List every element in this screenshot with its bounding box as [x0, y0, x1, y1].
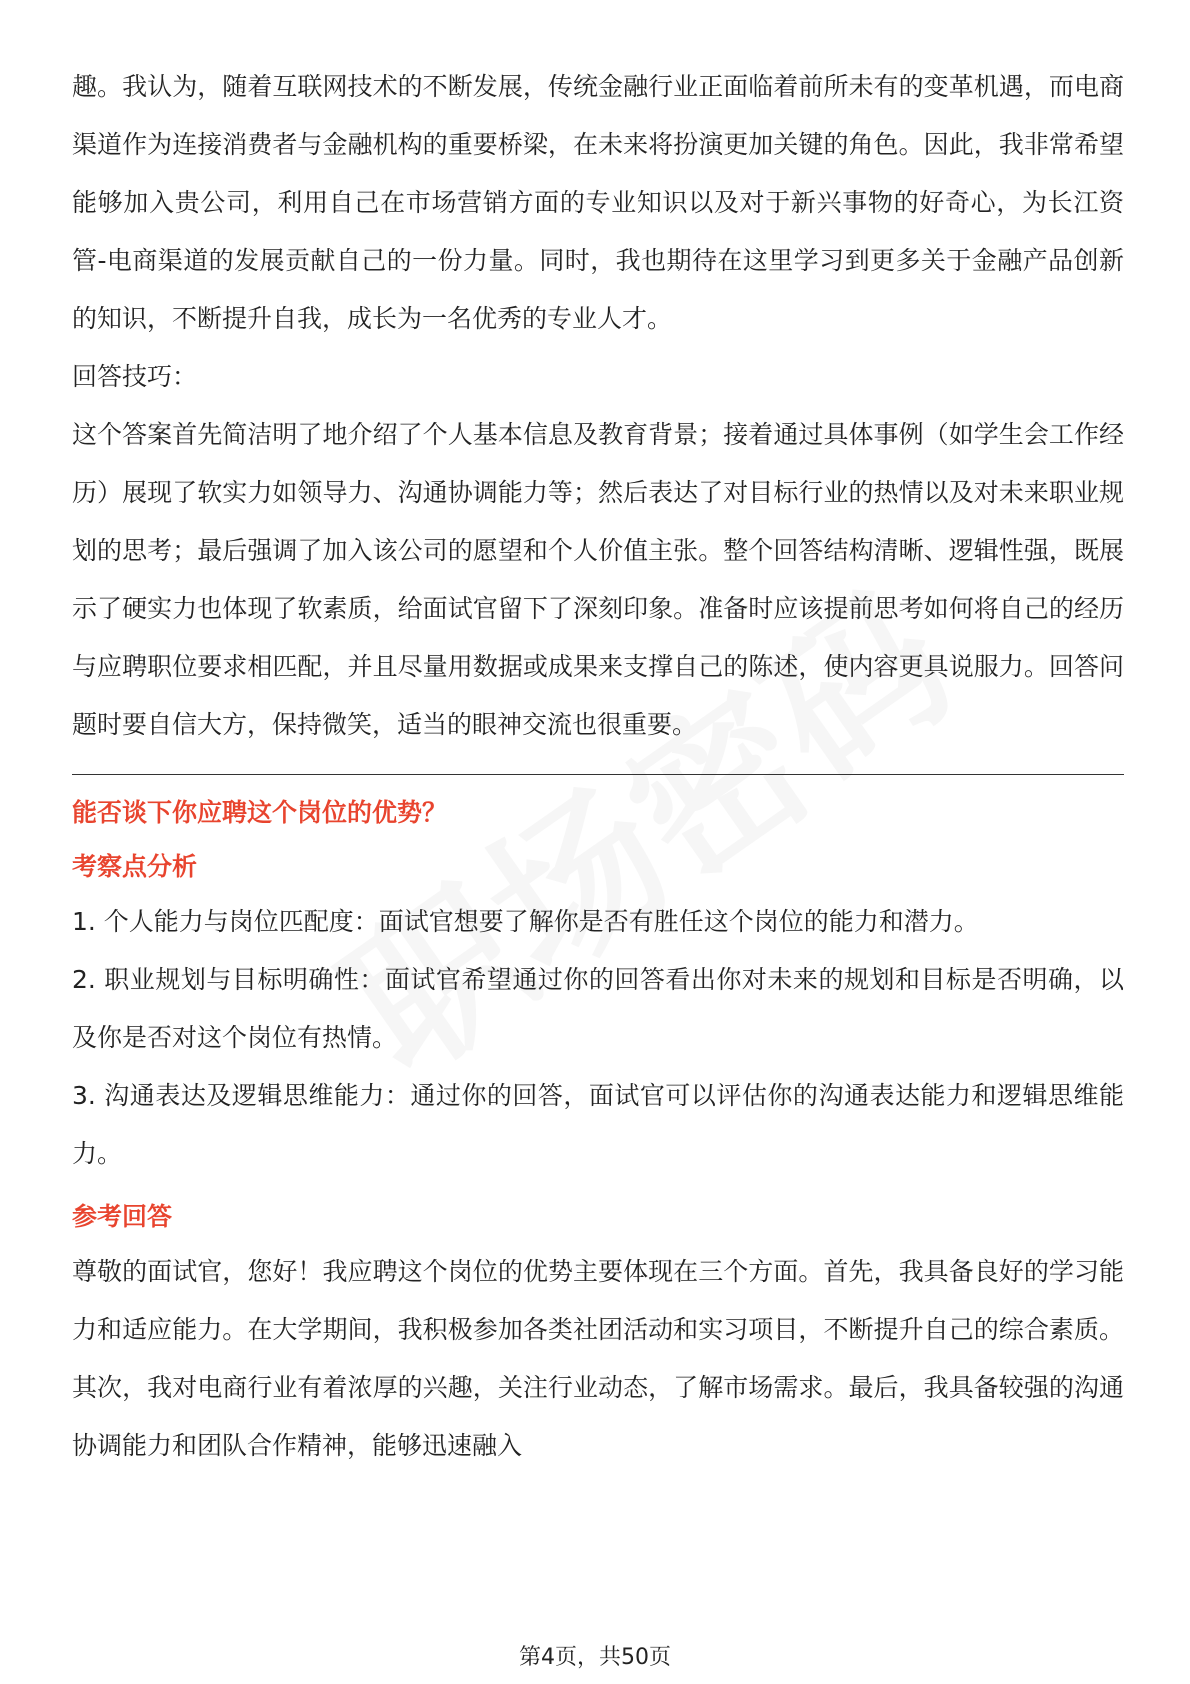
intro-paragraph: 趣。我认为，随着互联网技术的不断发展，传统金融行业正面临着前所未有的变革机遇，而电商渠道作为连接消费者与金融机构的重要桥梁，在未来将扮演更加关键的角色。因此，我非常希望能够加入贵公司，利用自己在市场营销方面的专业知识以及对于新兴事物的好奇心，为长江资管-电商渠道的发展贡献自己的一份力量。同时，我也期待在这里学习到更多关于金融产品创新的知识，不断提升自我，成长为一名优秀的专业人才。: [72, 72, 1124, 333]
document-page: [72, 58, 1124, 1475]
section-divider: [72, 774, 1124, 775]
reference-paragraph: 尊敬的面试官，您好！我应聘这个岗位的优势主要体现在三个方面。首先，我具备良好的学习能力和适应能力。在大学期间，我积极参加各类社团活动和实习项目，不断提升自己的综合素质。其次，我对电商行业有着浓厚的兴趣，关注行业动态，了解市场需求。最后，我具备较强的沟通协调能力和团队合作精神，能够迅速融入: [72, 1257, 1124, 1460]
analysis-item-1: 1. 个人能力与岗位匹配度：面试官想要了解你是否有胜任这个岗位的能力和潜力。: [72, 907, 979, 936]
analysis-item-2: 2. 职业规划与目标明确性：面试官希望通过你的回答看出你对未来的规划和目标是否明确，以及你是否对这个岗位有热情。: [72, 965, 1124, 1052]
analysis-item-3: 3. 沟通表达及逻辑思维能力：通过你的回答，面试官可以评估你的沟通表达能力和逻辑思维能力。: [72, 1081, 1124, 1168]
question-title: 能否谈下你应聘这个岗位的优势？: [72, 798, 448, 827]
reference-heading: 参考回答: [72, 1202, 173, 1231]
tips-paragraph: 这个答案首先简洁明了地介绍了个人基本信息及教育背景；接着通过具体事例（如学生会工作经历）展现了软实力如领导力、沟通协调能力等；然后表达了对目标行业的热情以及对未来职业规划的思考；最后强调了加入该公司的愿望和个人价值主张。整个回答结构清晰、逻辑性强，既展示了硬实力也体现了软素质，给面试官留下了深刻印象。准备时应该提前思考如何将自己的经历与应聘职位要求相匹配，并且尽量用数据或成果来支撑自己的陈述，使内容更具说服力。回答问题时要自信大方，保持微笑，适当的眼神交流也很重要。: [72, 420, 1124, 739]
page-footer: 第4页，共50页: [519, 1645, 671, 1670]
tips-label: 回答技巧：: [72, 362, 198, 391]
analysis-heading: 考察点分析: [72, 852, 198, 881]
